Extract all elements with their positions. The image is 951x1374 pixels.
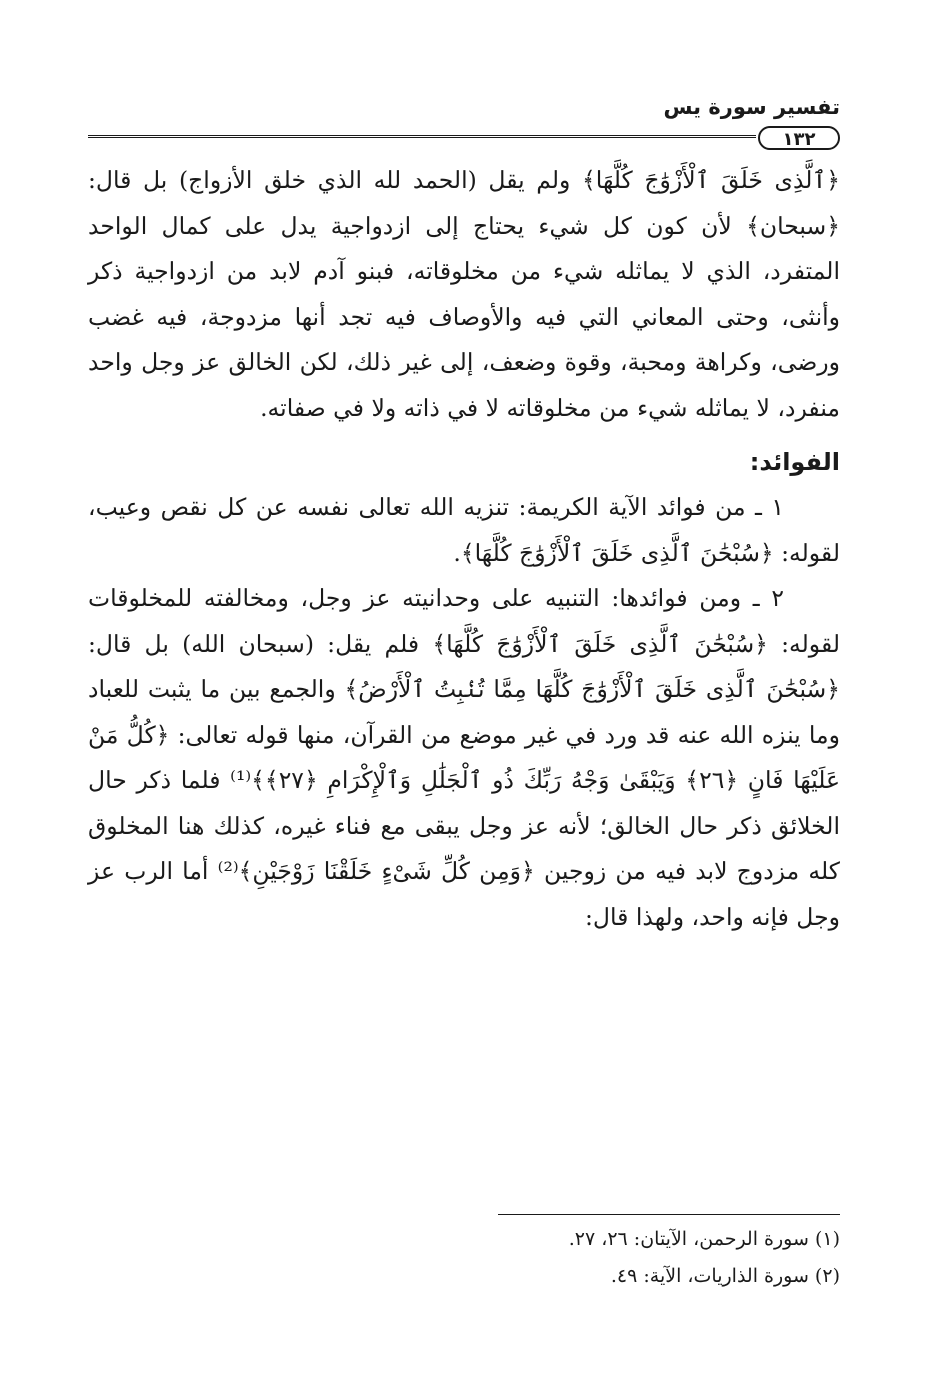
- page-body: [88, 92, 840, 940]
- benefit-1-paragraph: ١ ـ من فوائد الآية الكريمة: تنزيه الله تعالى نفسه عن كل نقص وعيب، لقوله: ﴿سُبْحَٰنَ ٱلَّذِى خَلَقَ ٱلْأَزْوَٰجَ كُلَّهَا﴾.: [88, 493, 840, 567]
- benefit-2-paragraph: ٢ ـ ومن فوائدها: التنبيه على وحدانيته عز وجل، ومخالفته للمخلوقات لقوله: ﴿سُبْحَٰنَ ٱلَّذِى خَلَقَ ٱلْأَزْوَٰجَ كُلَّهَا﴾ فلم يقل: (سبحان الله) بل قال: ﴿سُبْحَٰنَ ٱلَّذِى خَلَقَ ٱلْأَزْوَٰجَ كُلَّهَا مِمَّا تُنۢبِتُ ٱلْأَرْضُ﴾ والجمع بين ما يثبت للعباد وما ينزه الله عنه قد ورد في غير موضع من القرآن، منها قوله تعالى: ﴿كُلُّ مَنْ عَلَيْهَا فَانٍ ﴿٢٦﴾ وَيَبْقَىٰ وَجْهُ رَبِّكَ ذُو ٱلْجَلَٰلِ وَٱلْإِكْرَامِ ﴿٢٧﴾﴾⁽¹⁾ فلما ذكر حال الخلائق ذكر حال الخالق؛ لأنه عز وجل يبقى مع فناء غيره، كذلك هنا المخلوق كله مزدوج لابد فيه من زوجين ﴿وَمِن كُلِّ شَىْءٍ خَلَقْنَا زَوْجَيْنِ﴾⁽²⁾ أما الرب عز وجل فإنه واحد، ولهذا قال:: [88, 584, 841, 931]
- header-rule: [88, 135, 756, 140]
- intro-paragraph: ﴿ٱلَّذِى خَلَقَ ٱلْأَزْوَٰجَ كُلَّهَا﴾ ولم يقل (الحمد لله الذي خلق الأزواج) بل قال: ﴿سبحان﴾ لأن كون كل شيء يحتاج إلى ازدواجية يدل على كمال الواحد المتفرد، الذي لا يماثله شيء من مخلوقاته، فبنو آدم لابد من ازدواجية ذكر وأنثى، وحتى المعاني التي فيه والأوصاف فيه تجد أنها مزدوجة، فيه غضب ورضى، وكراهة ومحبة، وقوة وضعف، إلى غير ذلك، لكن الخالق عز وجل واحد منفرد، لا يماثله شيء من مخلوقاته لا في ذاته ولا في صفاته.: [88, 166, 840, 422]
- footnote-rule: [498, 1214, 840, 1215]
- running-head-title: تفسير سورة يس: [663, 95, 840, 119]
- page-number-badge: ١٣٢: [758, 126, 840, 150]
- benefits-heading: الفوائد:: [749, 448, 840, 476]
- footnote-1: (١) سورة الرحمن، الآيتان: ٢٦، ٢٧.: [568, 1228, 840, 1250]
- header-rule-row: [88, 126, 840, 152]
- main-text: [88, 158, 840, 940]
- footnotes: [88, 1214, 840, 1295]
- footnote-2: (٢) سورة الذاريات، الآية: ٤٩.: [610, 1265, 840, 1287]
